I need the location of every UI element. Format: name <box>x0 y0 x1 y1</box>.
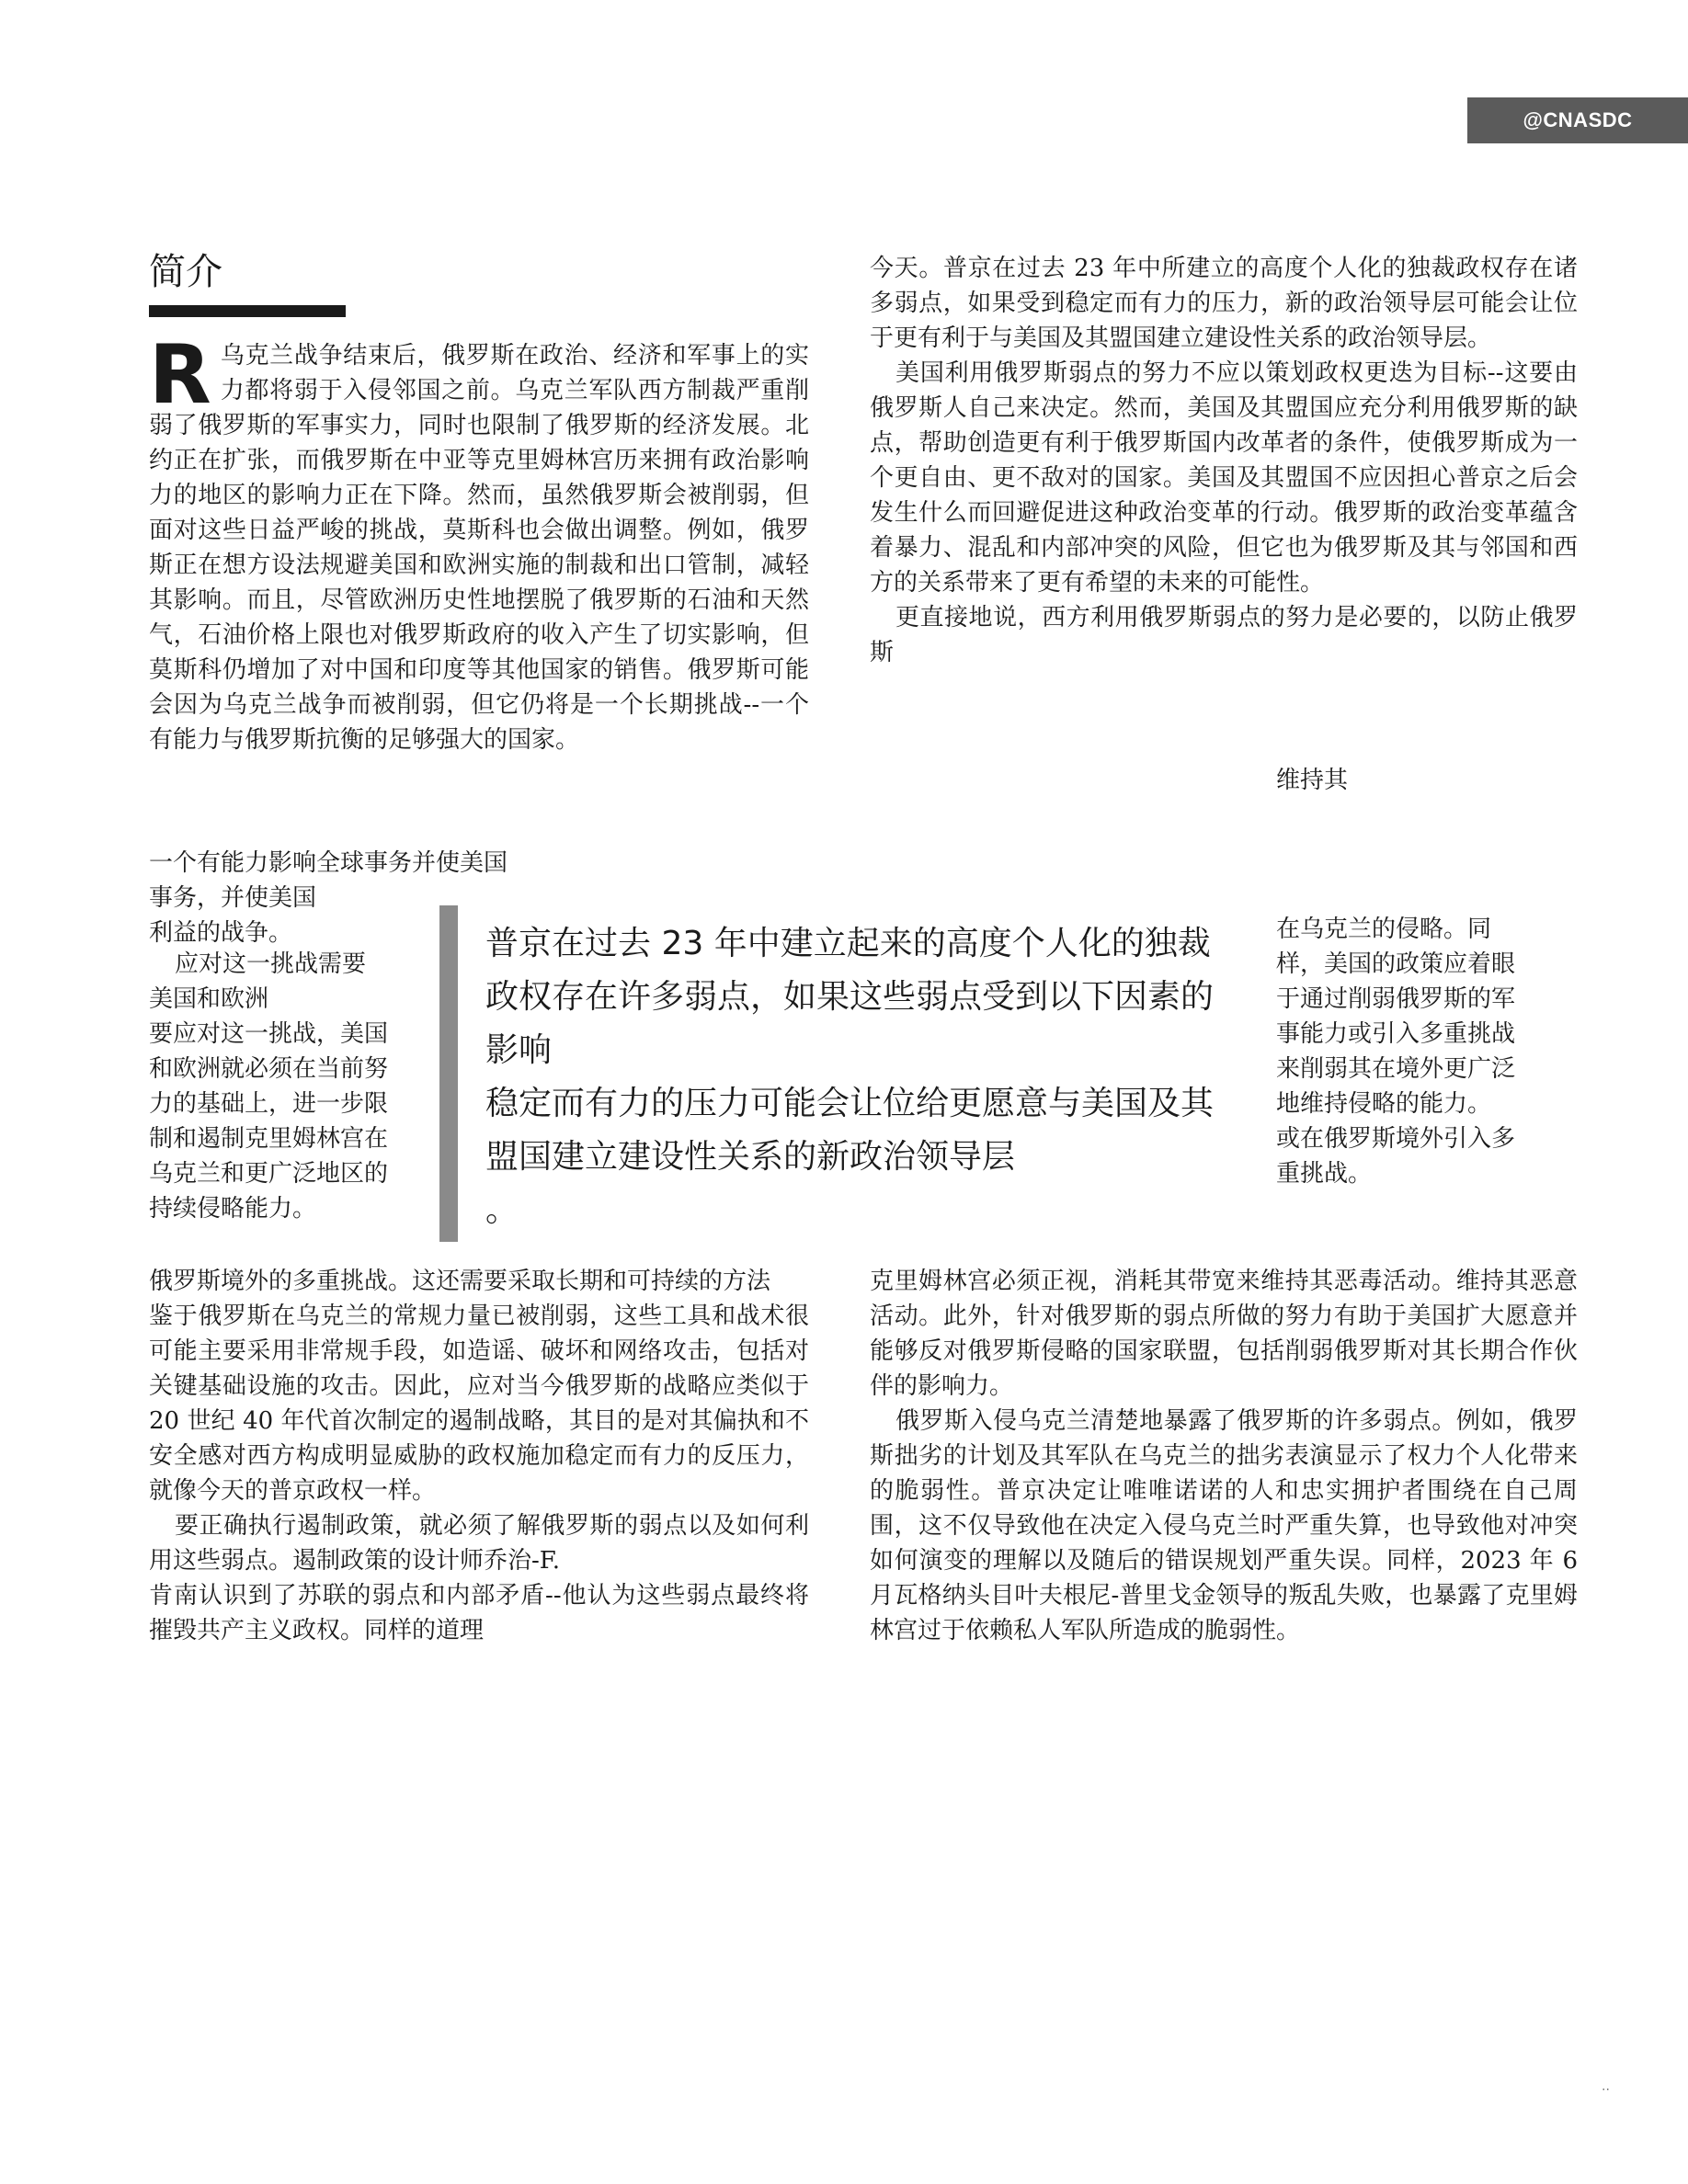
body-paragraph: 更直接地说，西方利用俄罗斯弱点的努力是必要的，以防止俄罗斯 <box>870 604 1578 666</box>
left-column-intro <box>149 327 809 757</box>
side-line: 美国和欧洲 <box>149 985 269 1013</box>
right-column-fragment <box>1276 763 1460 798</box>
pull-quote-line: 。 <box>485 1191 519 1229</box>
body-paragraph: 美国利用俄罗斯弱点的努力不应以策划政权更迭为目标--这要由俄罗斯人自己来决定。然而，美国及其盟国应充分利用俄罗斯的缺点，帮助创造更有利于俄罗斯国内改革者的条件，使俄罗斯成为一个更自由、更不敌对的国家。美国及其盟国不应因担心普京之后会发生什么而回避促进这种政治变革的行动。俄罗斯的政治变革蕴含着暴力、混乱和内部冲突的风险，但它也为俄罗斯及其与邻国和西方的关系带来了更有希望的未来的可能性。 <box>870 359 1578 597</box>
fragment-text: 维持其 <box>1276 767 1349 794</box>
pull-quote-bar <box>439 905 458 1242</box>
body-paragraph: 今天。普京在过去 23 年中所建立的高度个人化的独裁政权存在诸多弱点，如果受到稳定而有力的压力，新的政治领导层可能会让位于更有利于与美国及其盟国建立建设性关系的政治领导层。 <box>870 255 1578 352</box>
pull-quote-line: 普京在过去 23 年中建立起来的高度个人化的独裁政权存在许多弱点，如果这些弱点受到以下因素的影响 <box>485 925 1215 1069</box>
brand-handle: @CNASDC <box>1467 97 1688 143</box>
side-line: 或在俄罗斯境外引入多重挑战。 <box>1276 1125 1516 1188</box>
narrow-line: 一个有能力影响全球事务并使美国 <box>149 849 508 877</box>
right-column-sidebar-text <box>1276 912 1534 1191</box>
left-column-body <box>149 1264 809 1648</box>
intro-paragraph: 乌克兰战争结束后，俄罗斯在政治、经济和军事上的实力都将弱于入侵邻国之前。乌克兰军队西方制裁严重削弱了俄罗斯的军事实力，同时也限制了俄罗斯的经济发展。北约正在扩张，而俄罗斯在中亚等克里姆林宫历来拥有政治影响力的地区的影响力正在下降。然而，虽然俄罗斯会被削弱，但面对这些日益严峻的挑战，莫斯科也会做出调整。例如，俄罗斯正在想方设法规避美国和欧洲实施的制裁和出口管制，减轻其影响。而且，尽管欧洲历史性地摆脱了俄罗斯的石油和天然气，石油价格上限也对俄罗斯政府的收入产生了切实影响，但莫斯科仍增加了对中国和印度等其他国家的销售。俄罗斯可能会因为乌克兰战争而被削弱，但它仍将是一个长期挑战--一个有能力与俄罗斯抗衡的足够强大的国家。 <box>149 342 809 754</box>
title-underline <box>149 305 346 317</box>
drop-cap: R <box>149 327 211 422</box>
pull-quote <box>485 917 1230 1237</box>
narrow-line: 事务，并使美国 <box>149 884 317 912</box>
body-paragraph: 要正确执行遏制政策，就必须了解俄罗斯的弱点以及如何利用这些弱点。遏制政策的设计师乔治-F. <box>149 1512 809 1575</box>
side-line: 要应对这一挑战，美国和欧洲就必须在当前努力的基础上，进一步限制和遏制克里姆林宫在乌克兰和更广泛地区的持续侵略能力。 <box>149 1020 389 1223</box>
page-number: .. <box>1602 2079 1610 2094</box>
side-line: 在乌克兰的侵略。同样，美国的政策应着眼于通过削弱俄罗斯的军事能力或引入多重挑战来削弱其在境外更广泛地维持侵略的能力。 <box>1276 916 1516 1118</box>
right-column-intro <box>870 251 1578 670</box>
body-paragraph: 肯南认识到了苏联的弱点和内部矛盾--他认为这些弱点最终将摧毁共产主义政权。同样的道理 <box>149 1582 809 1644</box>
left-column-sidebar-text <box>149 947 405 1226</box>
body-paragraph: 俄罗斯入侵乌克兰清楚地暴露了俄罗斯的许多弱点。例如，俄罗斯拙劣的计划及其军队在乌克兰的拙劣表演显示了权力个人化带来的脆弱性。普京决定让唯唯诺诺的人和忠实拥护者围绕在自己周围，这不仅导致他在决定入侵乌克兰时严重失算，也导致他对冲突如何演变的理解以及随后的错误规划严重失误。同样，2023 年 6 月瓦格纳头目叶夫根尼-普里戈金领导的叛乱失败，也暴露了克里姆林宫过于依赖私人军队所造成的脆弱性。 <box>870 1407 1578 1644</box>
body-paragraph: 克里姆林宫必须正视，消耗其带宽来维持其恶毒活动。维持其恶意活动。此外，针对俄罗斯的弱点所做的努力有助于美国扩大愿意并能够反对俄罗斯侵略的国家联盟，包括削弱俄罗斯对其长期合作伙伴的影响力。 <box>870 1268 1578 1400</box>
body-paragraph: 俄罗斯境外的多重挑战。这还需要采取长期和可持续的方法 <box>149 1268 771 1295</box>
narrow-line: 利益的战争。 <box>149 919 293 947</box>
right-column-body <box>870 1264 1578 1648</box>
side-line: 应对这一挑战需要 <box>175 950 367 978</box>
body-paragraph: 鉴于俄罗斯在乌克兰的常规力量已被削弱，这些工具和战术很可能主要采用非常规手段，如造谣、破坏和网络攻击，包括对关键基础设施的攻击。因此，应对当今俄罗斯的战略应类似于 20 世纪 40 年代首次制定的遏制战略，其目的是对其偏执和不安全感对西方构成明显威胁的政权施加稳定而有力的反压力，就像今天的普京政权一样。 <box>149 1302 809 1505</box>
section-title: 简介 <box>149 251 222 293</box>
pull-quote-line: 稳定而有力的压力可能会让位给更愿意与美国及其盟国建立建设性关系的新政治领导层 <box>485 1085 1215 1176</box>
